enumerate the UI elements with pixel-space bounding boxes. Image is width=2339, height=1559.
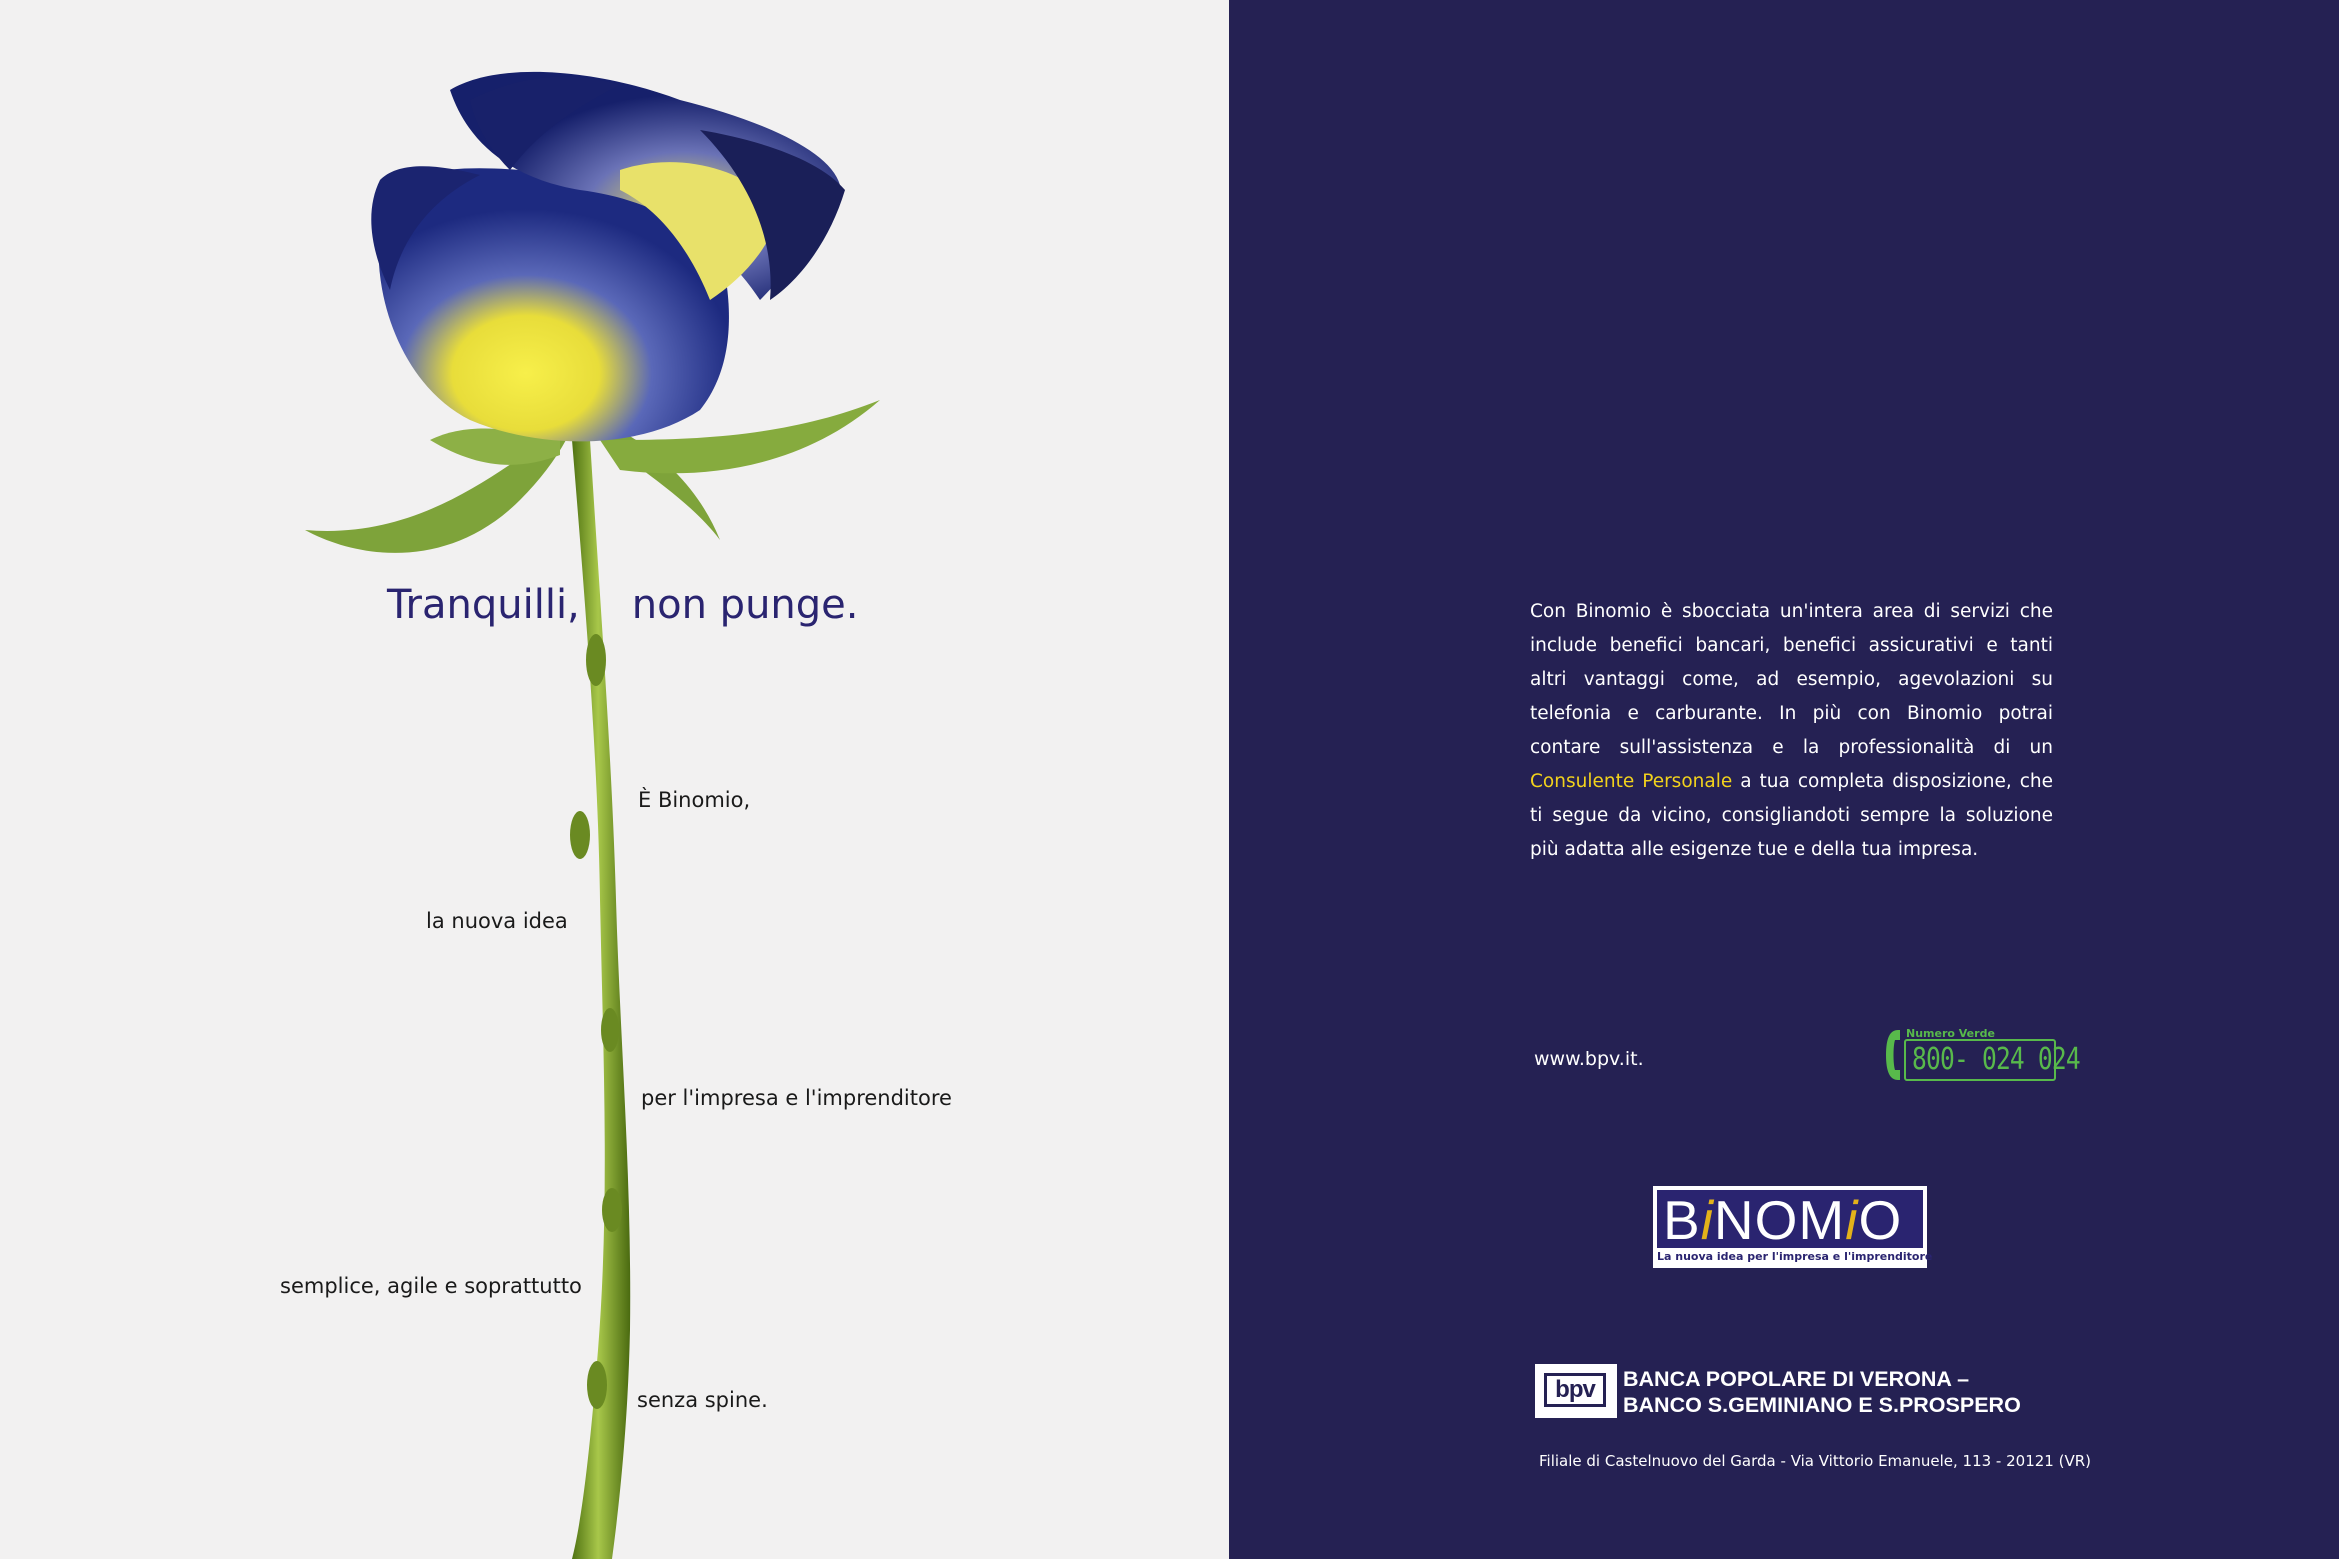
bank-name-line2: BANCO S.GEMINIANO E S.PROSPERO	[1623, 1393, 2021, 1417]
bank-name	[1623, 1366, 2021, 1418]
headline	[387, 582, 858, 628]
phrase-nuova-idea: la nuova idea	[426, 909, 568, 933]
numero-verde-label: Numero Verde	[1906, 1027, 1995, 1040]
phrase-semplice: semplice, agile e soprattutto	[280, 1274, 582, 1298]
body-text-part1: Con Binomio è sbocciata un'intera area di servizi che include benefici bancari, benefici assicurativi e tanti altri vantaggi come, ad esempio, agevolazioni su telefonia e carburante. In più con Binomio potrai contare sull'assistenza e la professionalità di un	[1530, 601, 2053, 758]
phrase-binomio: È Binomio,	[638, 788, 751, 812]
binomio-logo	[1653, 1174, 1933, 1268]
body-copy	[1530, 595, 2053, 867]
logo-tagline: La nuova idea per l'impresa e l'imprenditore	[1657, 1250, 1933, 1263]
phrase-senza-spine: senza spine.	[637, 1388, 768, 1412]
body-highlight: Consulente Personale	[1530, 771, 1733, 792]
headline-part1: Tranquilli,	[387, 582, 580, 628]
numero-verde	[1884, 1026, 2080, 1084]
website-link[interactable]: www.bpv.it.	[1534, 1048, 1644, 1070]
bank-logo-mark	[1535, 1364, 1617, 1418]
bank-logo-text: bpv	[1544, 1373, 1606, 1407]
bank-block	[1535, 1364, 2095, 1420]
headline-part2: non punge.	[631, 582, 859, 628]
bank-name-line1: BANCA POPOLARE DI VERONA –	[1623, 1367, 1970, 1391]
right-panel	[1229, 0, 2339, 1559]
phone-icon	[1884, 1028, 1902, 1082]
branch-address: Filiale di Castelnuovo del Garda - Via Vittorio Emanuele, 113 - 20121 (VR)	[1539, 1452, 2091, 1470]
body-text-part2: a tua completa disposizione, che ti segue da vicino, consigliandoti sempre la soluzione più adatta alle esigenze tue e della tua impresa.	[1530, 771, 2053, 860]
numero-verde-number[interactable]: 800- 024 024	[1912, 1042, 2080, 1077]
phrase-impresa: per l'impresa e l'imprenditore	[641, 1086, 952, 1110]
logo-wordmark: BiNOMiO	[1663, 1189, 1903, 1251]
